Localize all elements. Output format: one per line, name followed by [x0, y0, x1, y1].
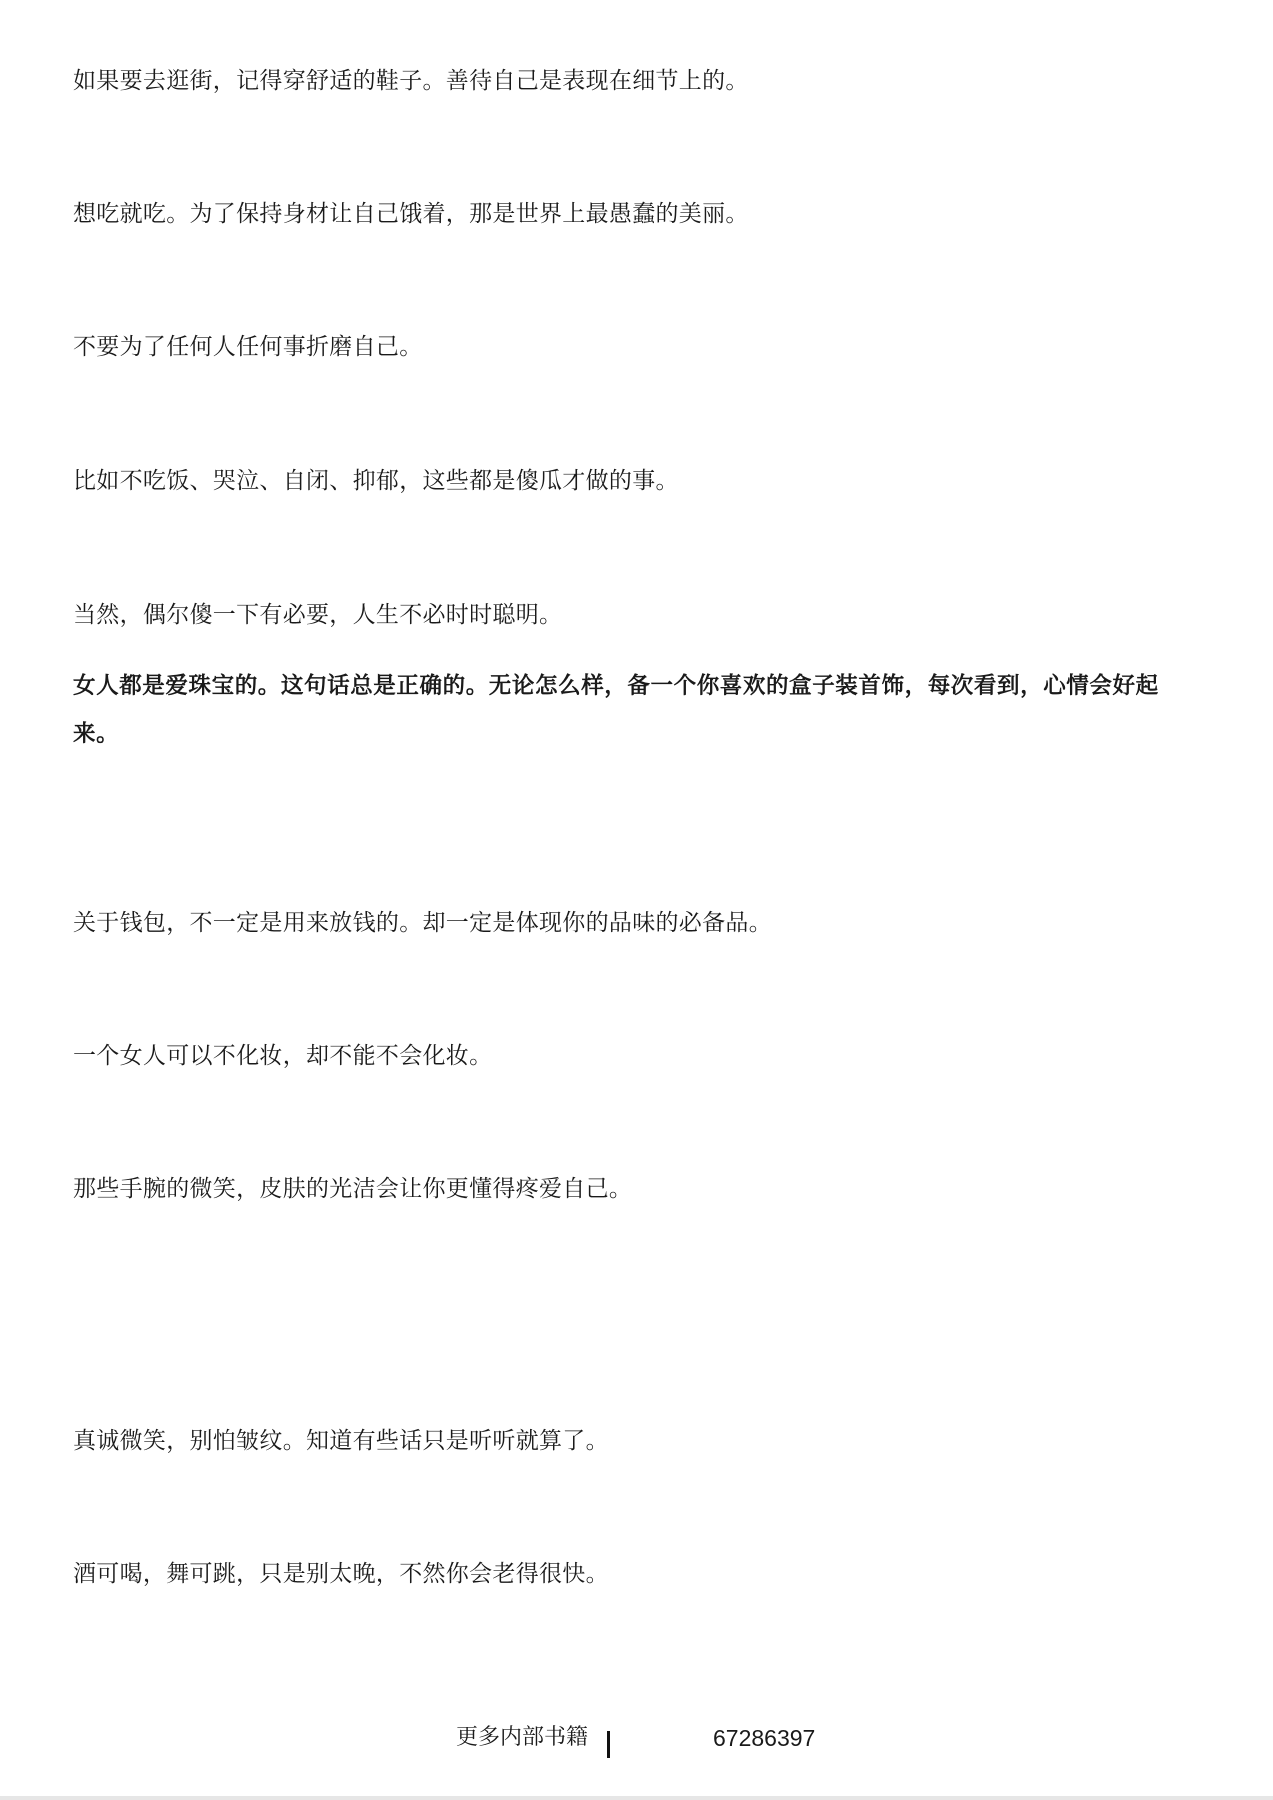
paragraph-makeup: 一个女人可以不化妆，却不能不会化妆。 — [73, 1043, 493, 1069]
paragraph-skin: 那些手腕的微笑，皮肤的光洁会让你更懂得疼爱自己。 — [73, 1176, 633, 1202]
paragraph-no-torment: 不要为了任何人任何事折磨自己。 — [73, 334, 423, 360]
paragraph-occasionally-silly: 当然，偶尔傻一下有必要，人生不必时时聪明。 — [73, 602, 563, 628]
paragraph-foolish-things: 比如不吃饭、哭泣、自闭、抑郁，这些都是傻瓜才做的事。 — [73, 468, 679, 494]
paragraph-smile: 真诚微笑，别怕皱纹。知道有些话只是听听就算了。 — [73, 1428, 609, 1454]
paragraph-jewelry: 女人都是爱珠宝的。这句话总是正确的。无论怎么样，备一个你喜欢的盒子装首饰，每次看到，心情会好起来。 — [73, 673, 1159, 747]
text-cursor — [607, 1731, 610, 1758]
paragraph-eat: 想吃就吃。为了保持身材让自己饿着，那是世界上最愚蠢的美丽。 — [73, 201, 749, 227]
page-bottom-edge — [0, 1796, 1273, 1800]
paragraph-wallet: 关于钱包，不一定是用来放钱的。却一定是体现你的品味的必备品。 — [73, 910, 772, 936]
paragraph-wine-dance: 酒可喝，舞可跳，只是别太晚，不然你会老得很快。 — [73, 1561, 609, 1587]
footer-label: 更多内部书籍 — [456, 1725, 589, 1750]
footer-number: 67286397 — [713, 1725, 816, 1751]
paragraph-shopping-shoes: 如果要去逛街，记得穿舒适的鞋子。善待自己是表现在细节上的。 — [73, 68, 749, 94]
